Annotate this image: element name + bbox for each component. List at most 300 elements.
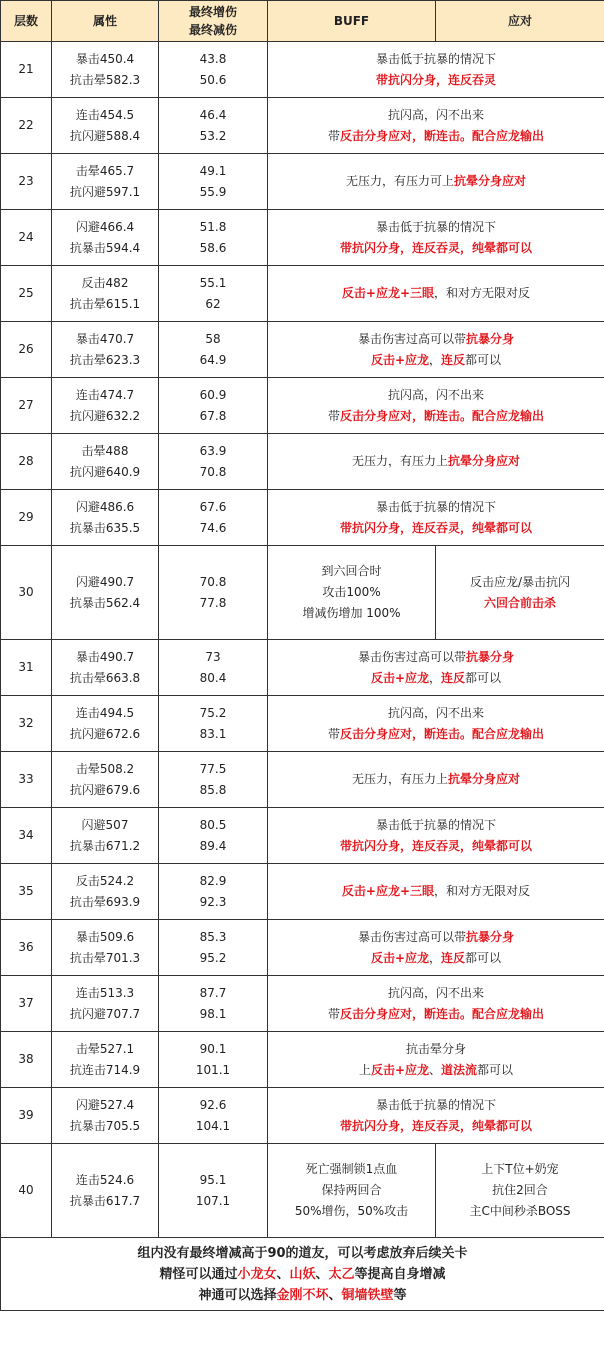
plain-text: 暴击伤害过高可以带 bbox=[357, 649, 466, 664]
final-values-cell bbox=[159, 210, 268, 266]
buff-response-cell bbox=[268, 154, 604, 210]
text-line bbox=[268, 603, 435, 624]
text-line bbox=[268, 49, 604, 70]
final-damage-value: 60.9 bbox=[199, 387, 227, 402]
text-line bbox=[268, 406, 604, 427]
floor-cell: 33 bbox=[1, 752, 52, 808]
attribute-value: 闪避527.4 bbox=[75, 1097, 135, 1112]
plain-text: 带 bbox=[327, 1006, 340, 1021]
attribute-cell bbox=[52, 434, 159, 490]
attribute-cell bbox=[52, 920, 159, 976]
buff-response-cell bbox=[268, 976, 604, 1032]
table-row bbox=[1, 864, 604, 920]
highlight-text: 六回合前击杀 bbox=[483, 595, 556, 610]
final-damage-value: 95.1 bbox=[199, 1172, 227, 1187]
attribute-value: 连击524.6 bbox=[75, 1172, 135, 1187]
attribute-value: 抗暴击635.5 bbox=[69, 520, 141, 535]
final-damage-value: 51.8 bbox=[199, 219, 227, 234]
highlight-text: 反击+应龙+三眼 bbox=[341, 286, 435, 300]
final-values-cell bbox=[159, 920, 268, 976]
highlight-text: 金刚不坏 bbox=[276, 1287, 329, 1303]
attribute-value: 连击454.5 bbox=[75, 107, 135, 122]
plain-text: 、 bbox=[315, 1266, 329, 1282]
buff-response-cell bbox=[268, 920, 604, 976]
highlight-text: 反击分身应对，断连击。配合应龙输出 bbox=[340, 408, 545, 423]
text-line bbox=[268, 1004, 604, 1025]
highlight-text: 抗暴分身 bbox=[466, 331, 515, 346]
final-values-cell bbox=[159, 378, 268, 434]
plain-text: 组内没有最终增减高于90的道友，可以考虑放弃后续关卡 bbox=[137, 1245, 468, 1261]
table-row bbox=[1, 808, 604, 864]
final-reduction-value: 80.4 bbox=[199, 670, 227, 685]
table-row bbox=[1, 154, 604, 210]
plain-text: 暴击低于抗暴的情况下 bbox=[375, 817, 496, 832]
plain-text: 抗住2回合 bbox=[492, 1183, 548, 1197]
attribute-cell bbox=[52, 808, 159, 864]
final-damage-value: 87.7 bbox=[199, 985, 227, 1000]
final-damage-value: 90.1 bbox=[199, 1041, 227, 1056]
highlight-text: 连反 bbox=[441, 950, 466, 965]
plain-text: 都可以 bbox=[465, 352, 502, 367]
buff-response-cell bbox=[268, 1032, 604, 1088]
attribute-cell bbox=[52, 154, 159, 210]
text-line bbox=[268, 497, 604, 518]
text-line bbox=[268, 70, 604, 91]
table-row bbox=[1, 322, 604, 378]
attribute-value: 击晕527.1 bbox=[75, 1041, 135, 1056]
buff-response-cell bbox=[268, 98, 604, 154]
final-reduction-value: 64.9 bbox=[199, 352, 227, 367]
plain-text: 等 bbox=[393, 1287, 407, 1303]
attribute-value: 暴击470.7 bbox=[75, 331, 135, 346]
final-damage-value: 63.9 bbox=[199, 443, 227, 458]
text-line bbox=[268, 1060, 604, 1081]
final-reduction-value: 70.8 bbox=[199, 464, 227, 479]
floor-cell: 32 bbox=[1, 696, 52, 752]
plain-text: 带 bbox=[327, 128, 340, 143]
attribute-value: 抗闪避672.6 bbox=[69, 726, 141, 741]
final-values-cell bbox=[159, 98, 268, 154]
text-line bbox=[268, 927, 604, 948]
attribute-cell bbox=[52, 546, 159, 640]
text-line bbox=[268, 1095, 604, 1116]
text-line bbox=[436, 1201, 604, 1222]
final-reduction-value: 83.1 bbox=[199, 726, 227, 741]
buff-response-cell bbox=[268, 640, 604, 696]
final-reduction-value: 77.8 bbox=[199, 595, 227, 610]
text-line bbox=[268, 105, 604, 126]
final-reduction-value: 101.1 bbox=[195, 1062, 231, 1077]
attribute-cell bbox=[52, 1032, 159, 1088]
footer-row bbox=[1, 1238, 604, 1311]
final-reduction-value: 50.6 bbox=[199, 72, 227, 87]
text-line bbox=[268, 283, 604, 304]
final-damage-value: 67.6 bbox=[199, 499, 227, 514]
attribute-value: 反击482 bbox=[81, 275, 129, 290]
plain-text: ，和对方无限对反 bbox=[434, 286, 531, 300]
final-damage-value: 77.5 bbox=[199, 761, 227, 776]
table-body bbox=[1, 42, 604, 1238]
table-row bbox=[1, 752, 604, 808]
attribute-value: 暴击509.6 bbox=[75, 929, 135, 944]
plain-text: 带 bbox=[327, 726, 340, 741]
text-line bbox=[268, 668, 604, 689]
text-line bbox=[1, 1243, 604, 1264]
final-reduction-value: 53.2 bbox=[199, 128, 227, 143]
buff-response-cell bbox=[268, 378, 604, 434]
text-line bbox=[268, 983, 604, 1004]
final-reduction-value: 92.3 bbox=[199, 894, 227, 909]
attribute-value: 连击513.3 bbox=[75, 985, 135, 1000]
text-line bbox=[1, 1285, 604, 1306]
highlight-text: 山妖 bbox=[289, 1266, 316, 1282]
table-row bbox=[1, 696, 604, 752]
buff-response-cell bbox=[268, 752, 604, 808]
plain-text: 带 bbox=[327, 408, 340, 423]
final-values-cell bbox=[159, 1144, 268, 1238]
attribute-cell bbox=[52, 266, 159, 322]
text-line bbox=[268, 238, 604, 259]
text-line bbox=[268, 1159, 435, 1180]
final-values-cell bbox=[159, 266, 268, 322]
attribute-value: 闪避466.4 bbox=[75, 219, 135, 234]
highlight-text: 反击+应龙 bbox=[370, 1062, 430, 1077]
highlight-text: 连反 bbox=[441, 352, 466, 367]
plain-text: ， bbox=[429, 352, 442, 367]
buff-response-cell bbox=[268, 210, 604, 266]
final-values-cell bbox=[159, 864, 268, 920]
table-row bbox=[1, 1032, 604, 1088]
plain-text: 神通可以选择 bbox=[198, 1287, 277, 1303]
attribute-cell bbox=[52, 1144, 159, 1238]
floor-cell: 26 bbox=[1, 322, 52, 378]
table-row bbox=[1, 976, 604, 1032]
attribute-value: 抗暴击705.5 bbox=[69, 1118, 141, 1133]
text-line bbox=[268, 451, 604, 472]
highlight-text: 反击+应龙 bbox=[370, 950, 429, 965]
plain-text: 暴击伤害过高可以带 bbox=[357, 929, 466, 944]
plain-text: 无压力，有压力上 bbox=[351, 454, 448, 468]
plain-text: 抗闪高，闪不出来 bbox=[387, 705, 484, 720]
attribute-value: 抗闪避707.7 bbox=[69, 1006, 141, 1021]
buff-response-cell bbox=[268, 696, 604, 752]
text-line bbox=[268, 948, 604, 969]
table-row bbox=[1, 1144, 604, 1238]
table-row bbox=[1, 378, 604, 434]
attribute-value: 击晕488 bbox=[81, 443, 129, 458]
final-damage-value: 58 bbox=[205, 331, 221, 346]
header-final-red: 最终减伤 bbox=[188, 23, 237, 37]
highlight-text: 反击+应龙+三眼 bbox=[341, 884, 435, 898]
plain-text: 无压力，有压力可上 bbox=[345, 174, 454, 188]
final-values-cell bbox=[159, 42, 268, 98]
final-reduction-value: 95.2 bbox=[199, 950, 227, 965]
final-values-cell bbox=[159, 546, 268, 640]
highlight-text: 带抗闪分身，连反吞灵，纯晕都可以 bbox=[339, 240, 532, 255]
attribute-value: 抗击晕693.9 bbox=[69, 894, 141, 909]
buff-response-cell bbox=[268, 864, 604, 920]
buff-cell bbox=[268, 546, 436, 640]
final-damage-value: 75.2 bbox=[199, 705, 227, 720]
attribute-cell bbox=[52, 864, 159, 920]
final-reduction-value: 62 bbox=[205, 296, 221, 311]
highlight-text: 抗晕分身应对 bbox=[448, 772, 521, 786]
floor-cell: 40 bbox=[1, 1144, 52, 1238]
plain-text: 死亡强制锁1点血 bbox=[305, 1162, 398, 1176]
final-reduction-value: 98.1 bbox=[199, 1006, 227, 1021]
table-row bbox=[1, 434, 604, 490]
final-damage-value: 92.6 bbox=[199, 1097, 227, 1112]
plain-text: 暴击伤害过高可以带 bbox=[357, 331, 466, 346]
text-line bbox=[268, 126, 604, 147]
attribute-value: 暴击490.7 bbox=[75, 649, 135, 664]
attribute-cell bbox=[52, 42, 159, 98]
text-line bbox=[436, 593, 604, 614]
table-row bbox=[1, 266, 604, 322]
final-damage-value: 80.5 bbox=[199, 817, 227, 832]
final-damage-value: 49.1 bbox=[199, 163, 227, 178]
response-cell bbox=[436, 546, 604, 640]
final-damage-value: 73 bbox=[205, 649, 221, 664]
footer-note bbox=[1, 1238, 604, 1311]
final-reduction-value: 104.1 bbox=[195, 1118, 231, 1133]
plain-text: 暴击低于抗暴的情况下 bbox=[375, 219, 496, 234]
attribute-value: 击晕465.7 bbox=[75, 163, 135, 178]
highlight-text: 带抗闪分身，连反吞灵，纯晕都可以 bbox=[339, 520, 532, 535]
plain-text: 、 bbox=[328, 1287, 342, 1303]
plain-text: ， bbox=[429, 670, 442, 685]
attribute-value: 连击494.5 bbox=[75, 705, 135, 720]
plain-text: 无压力，有压力上 bbox=[351, 772, 448, 786]
final-damage-value: 43.8 bbox=[199, 51, 227, 66]
attribute-value: 闪避507 bbox=[81, 817, 129, 832]
final-reduction-value: 89.4 bbox=[199, 838, 227, 853]
attribute-value: 抗连击714.9 bbox=[69, 1062, 141, 1077]
buff-response-cell bbox=[268, 42, 604, 98]
buff-response-cell bbox=[268, 434, 604, 490]
table-row bbox=[1, 490, 604, 546]
text-line bbox=[436, 572, 604, 593]
floor-cell: 34 bbox=[1, 808, 52, 864]
plain-text: 反击应龙/暴击抗闪 bbox=[469, 574, 571, 589]
attribute-value: 抗暴击562.4 bbox=[69, 595, 141, 610]
plain-text: 、 bbox=[429, 1062, 442, 1077]
final-values-cell bbox=[159, 808, 268, 864]
attribute-cell bbox=[52, 98, 159, 154]
header-attribute: 属性 bbox=[52, 1, 159, 42]
floor-cell: 31 bbox=[1, 640, 52, 696]
final-reduction-value: 58.6 bbox=[199, 240, 227, 255]
attribute-value: 抗暴击594.4 bbox=[69, 240, 141, 255]
text-line bbox=[1, 1264, 604, 1285]
attribute-value: 抗击晕615.1 bbox=[69, 296, 141, 311]
plain-text: ， bbox=[429, 950, 442, 965]
final-values-cell bbox=[159, 752, 268, 808]
attribute-cell bbox=[52, 696, 159, 752]
text-line bbox=[436, 1180, 604, 1201]
final-reduction-value: 107.1 bbox=[195, 1193, 231, 1208]
final-values-cell bbox=[159, 976, 268, 1032]
plain-text: 上 bbox=[358, 1062, 371, 1077]
highlight-text: 反击分身应对，断连击。配合应龙输出 bbox=[340, 128, 545, 143]
header-response: 应对 bbox=[436, 1, 604, 42]
floor-cell: 28 bbox=[1, 434, 52, 490]
highlight-text: 反击分身应对，断连击。配合应龙输出 bbox=[340, 1006, 545, 1021]
text-line bbox=[268, 769, 604, 790]
highlight-text: 小龙女 bbox=[237, 1266, 277, 1282]
plain-text: 精怪可以通过 bbox=[159, 1266, 238, 1282]
attribute-value: 连击474.7 bbox=[75, 387, 135, 402]
final-reduction-value: 74.6 bbox=[199, 520, 227, 535]
buff-response-cell bbox=[268, 490, 604, 546]
plain-text: 都可以 bbox=[477, 1062, 514, 1077]
plain-text: 增减伤增加 100% bbox=[302, 606, 401, 620]
table-row bbox=[1, 210, 604, 266]
floor-cell: 25 bbox=[1, 266, 52, 322]
attribute-value: 击晕508.2 bbox=[75, 761, 135, 776]
final-reduction-value: 85.8 bbox=[199, 782, 227, 797]
buff-response-cell bbox=[268, 1088, 604, 1144]
buff-response-cell bbox=[268, 266, 604, 322]
attribute-value: 抗击晕701.3 bbox=[69, 950, 141, 965]
plain-text: 抗闪高，闪不出来 bbox=[387, 985, 484, 1000]
floor-cell: 39 bbox=[1, 1088, 52, 1144]
final-damage-value: 46.4 bbox=[199, 107, 227, 122]
text-line bbox=[436, 1159, 604, 1180]
highlight-text: 带抗闪分身，连反吞灵，纯晕都可以 bbox=[339, 1118, 532, 1133]
text-line bbox=[268, 1180, 435, 1201]
plain-text: 攻击100% bbox=[322, 585, 381, 599]
text-line bbox=[268, 881, 604, 902]
response-cell bbox=[436, 1144, 604, 1238]
final-damage-value: 70.8 bbox=[199, 574, 227, 589]
attribute-cell bbox=[52, 640, 159, 696]
final-reduction-value: 55.9 bbox=[199, 184, 227, 199]
attribute-value: 抗闪避640.9 bbox=[69, 464, 141, 479]
table-row bbox=[1, 98, 604, 154]
attribute-value: 抗击晕663.8 bbox=[69, 670, 141, 685]
plain-text: 到六回合时 bbox=[321, 564, 382, 578]
attribute-cell bbox=[52, 378, 159, 434]
final-damage-value: 55.1 bbox=[199, 275, 227, 290]
floor-cell: 30 bbox=[1, 546, 52, 640]
text-line bbox=[268, 703, 604, 724]
text-line bbox=[268, 1116, 604, 1137]
final-values-cell bbox=[159, 322, 268, 378]
attribute-value: 抗闪避679.6 bbox=[69, 782, 141, 797]
table-row bbox=[1, 640, 604, 696]
floor-cell: 29 bbox=[1, 490, 52, 546]
floor-cell: 24 bbox=[1, 210, 52, 266]
text-line bbox=[268, 815, 604, 836]
attribute-value: 暴击450.4 bbox=[75, 51, 135, 66]
highlight-text: 道法流 bbox=[441, 1062, 478, 1077]
attribute-cell bbox=[52, 490, 159, 546]
plain-text: 抗击晕分身 bbox=[405, 1041, 466, 1056]
plain-text: 都可以 bbox=[465, 670, 502, 685]
buff-response-cell bbox=[268, 322, 604, 378]
floor-cell: 23 bbox=[1, 154, 52, 210]
attribute-cell bbox=[52, 210, 159, 266]
highlight-text: 抗暴分身 bbox=[466, 929, 515, 944]
plain-text: 主C中间秒杀BOSS bbox=[469, 1204, 571, 1218]
table-row bbox=[1, 920, 604, 976]
floor-cell: 35 bbox=[1, 864, 52, 920]
highlight-text: 抗暴分身 bbox=[466, 649, 515, 664]
highlight-text: 反击+应龙 bbox=[370, 670, 429, 685]
highlight-text: 抗晕分身应对 bbox=[448, 454, 521, 468]
plain-text: 上下T位+奶宠 bbox=[481, 1162, 559, 1176]
plain-text: 暴击低于抗暴的情况下 bbox=[375, 1097, 496, 1112]
highlight-text: 连反 bbox=[441, 670, 466, 685]
final-values-cell bbox=[159, 1032, 268, 1088]
attribute-cell bbox=[52, 322, 159, 378]
attribute-cell bbox=[52, 752, 159, 808]
text-line bbox=[268, 836, 604, 857]
final-values-cell bbox=[159, 696, 268, 752]
final-values-cell bbox=[159, 640, 268, 696]
text-line bbox=[268, 329, 604, 350]
text-line bbox=[268, 171, 604, 192]
attribute-value: 抗暴击617.7 bbox=[69, 1193, 141, 1208]
header-layer: 层数 bbox=[1, 1, 52, 42]
buff-cell bbox=[268, 1144, 436, 1238]
floor-cell: 21 bbox=[1, 42, 52, 98]
highlight-text: 带抗闪分身，连反吞灵，纯晕都可以 bbox=[339, 838, 532, 853]
final-reduction-value: 67.8 bbox=[199, 408, 227, 423]
header-row bbox=[1, 1, 604, 42]
plain-text: 等提高自身增减 bbox=[354, 1266, 446, 1282]
text-line bbox=[268, 518, 604, 539]
header-final-dmg: 最终增伤 bbox=[188, 5, 237, 19]
final-values-cell bbox=[159, 154, 268, 210]
floor-cell: 38 bbox=[1, 1032, 52, 1088]
attribute-value: 抗闪避632.2 bbox=[69, 408, 141, 423]
attribute-cell bbox=[52, 976, 159, 1032]
attribute-cell bbox=[52, 1088, 159, 1144]
text-line bbox=[268, 350, 604, 371]
plain-text: 暴击低于抗暴的情况下 bbox=[375, 499, 496, 514]
buff-response-cell bbox=[268, 808, 604, 864]
attribute-value: 抗击晕623.3 bbox=[69, 352, 141, 367]
highlight-text: 带抗闪分身，连反吞灵 bbox=[375, 72, 496, 87]
plain-text: 保持两回合 bbox=[321, 1183, 382, 1197]
plain-text: 、 bbox=[276, 1266, 290, 1282]
floor-cell: 36 bbox=[1, 920, 52, 976]
final-damage-value: 82.9 bbox=[199, 873, 227, 888]
highlight-text: 反击+应龙 bbox=[370, 352, 429, 367]
text-line bbox=[268, 647, 604, 668]
text-line bbox=[268, 1039, 604, 1060]
floor-cell: 37 bbox=[1, 976, 52, 1032]
final-values-cell bbox=[159, 1088, 268, 1144]
plain-text: ，和对方无限对反 bbox=[434, 884, 531, 898]
text-line bbox=[268, 1201, 435, 1222]
attribute-value: 反击524.2 bbox=[75, 873, 135, 888]
text-line bbox=[268, 561, 435, 582]
highlight-text: 抗晕分身应对 bbox=[454, 174, 527, 188]
text-line bbox=[268, 582, 435, 603]
text-line bbox=[268, 724, 604, 745]
plain-text: 都可以 bbox=[465, 950, 502, 965]
attribute-value: 抗闪避597.1 bbox=[69, 184, 141, 199]
attribute-value: 抗闪避588.4 bbox=[69, 128, 141, 143]
plain-text: 抗闪高，闪不出来 bbox=[387, 387, 484, 402]
attribute-value: 抗暴击671.2 bbox=[69, 838, 141, 853]
text-line bbox=[268, 217, 604, 238]
table-row bbox=[1, 546, 604, 640]
attribute-value: 抗击晕582.3 bbox=[69, 72, 141, 87]
